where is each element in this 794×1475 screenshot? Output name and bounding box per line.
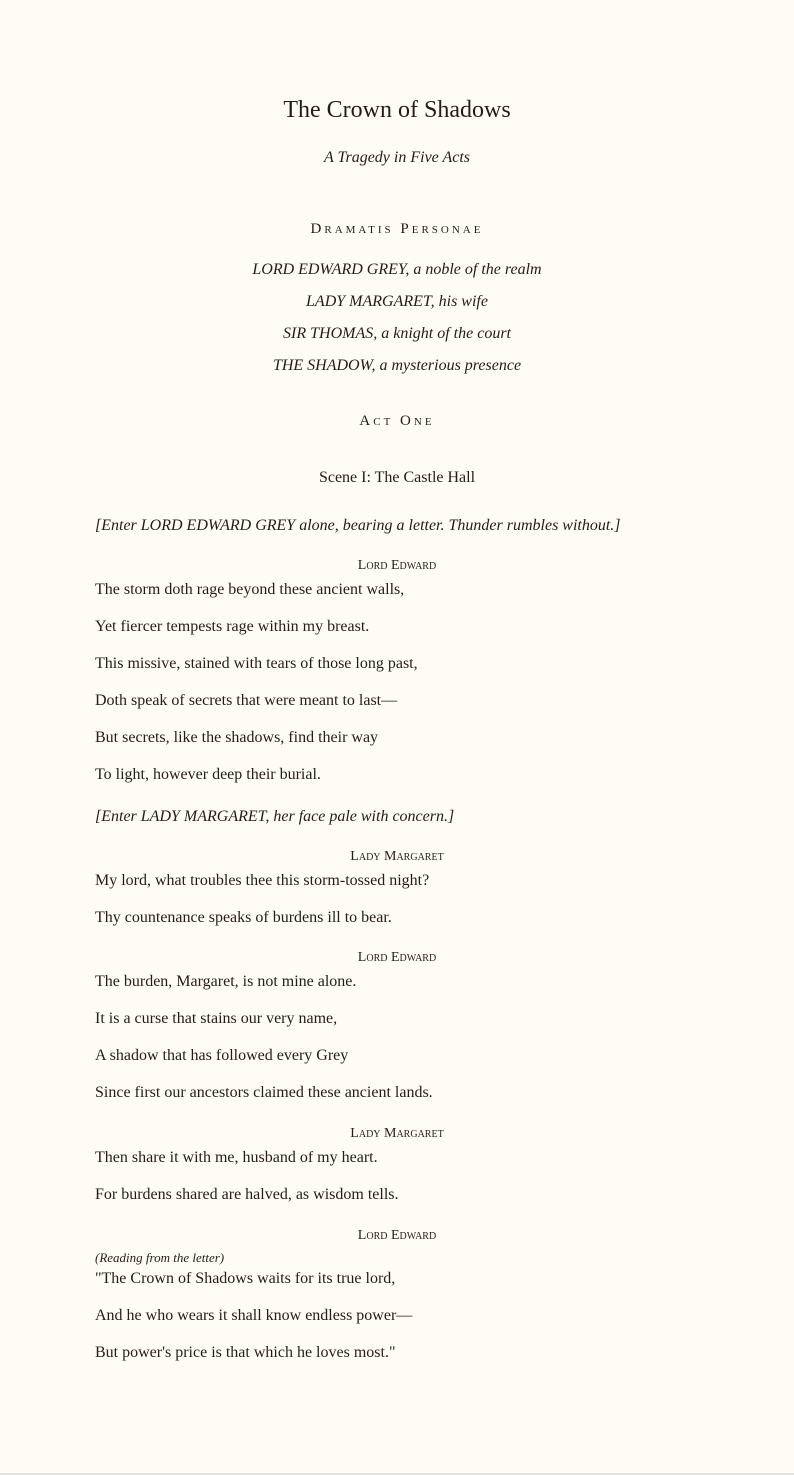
speaker-name: Lady Margaret bbox=[350, 1126, 444, 1141]
parenthetical-direction: (Reading from the letter) bbox=[95, 1250, 225, 1265]
speaker-name: Lady Margaret bbox=[350, 849, 444, 864]
verse-line: For burdens shared are halved, as wisdom tells. bbox=[95, 1186, 399, 1203]
verse-line: But secrets, like the shadows, find their way bbox=[95, 729, 379, 746]
verse-line: This missive, stained with tears of those long past, bbox=[95, 655, 418, 672]
character-entry: SIR THOMAS, a knight of the court bbox=[283, 325, 511, 342]
verse-line: It is a curse that stains our very name, bbox=[95, 1010, 338, 1027]
verse-line: Doth speak of secrets that were meant to last— bbox=[95, 692, 398, 709]
verse-line: A shadow that has followed every Grey bbox=[95, 1047, 349, 1064]
character-entry: LADY MARGARET, his wife bbox=[306, 293, 488, 310]
verse-line: The storm doth rage beyond these ancient walls, bbox=[95, 581, 405, 598]
verse-line: To light, however deep their burial. bbox=[95, 766, 321, 783]
verse-line: Then share it with me, husband of my heart. bbox=[95, 1149, 378, 1166]
verse-line: Since first our ancestors claimed these ancient lands. bbox=[95, 1084, 433, 1101]
verse-line: Thy countenance speaks of burdens ill to bear. bbox=[95, 909, 392, 926]
scene-heading: Scene I: The Castle Hall bbox=[318, 469, 476, 486]
verse-line: But power's price is that which he loves most." bbox=[95, 1344, 396, 1361]
speaker-name: Lord Edward bbox=[357, 950, 437, 965]
speaker-name: Lord Edward bbox=[357, 558, 437, 573]
speaker-name: Lord Edward bbox=[357, 1228, 437, 1243]
verse-line: "The Crown of Shadows waits for its true lord, bbox=[95, 1270, 396, 1287]
verse-line: Yet fiercer tempests rage within my breast. bbox=[95, 618, 370, 635]
play-title: The Crown of Shadows bbox=[283, 97, 511, 123]
verse-line: My lord, what troubles thee this storm-tossed night? bbox=[95, 872, 430, 889]
verse-line: The burden, Margaret, is not mine alone. bbox=[95, 973, 357, 990]
act-heading: Act One bbox=[359, 413, 435, 429]
stage-direction: [Enter LADY MARGARET, her face pale with concern.] bbox=[95, 808, 455, 825]
play-subtitle: A Tragedy in Five Acts bbox=[323, 149, 471, 166]
stage-direction: [Enter LORD EDWARD GREY alone, bearing a letter. Thunder rumbles without.] bbox=[95, 517, 621, 534]
verse-line: And he who wears it shall know endless power— bbox=[95, 1307, 413, 1324]
dramatis-personae-heading: Dramatis Personae bbox=[310, 221, 484, 237]
character-entry: LORD EDWARD GREY, a noble of the realm bbox=[252, 261, 542, 278]
character-entry: THE SHADOW, a mysterious presence bbox=[272, 357, 522, 374]
